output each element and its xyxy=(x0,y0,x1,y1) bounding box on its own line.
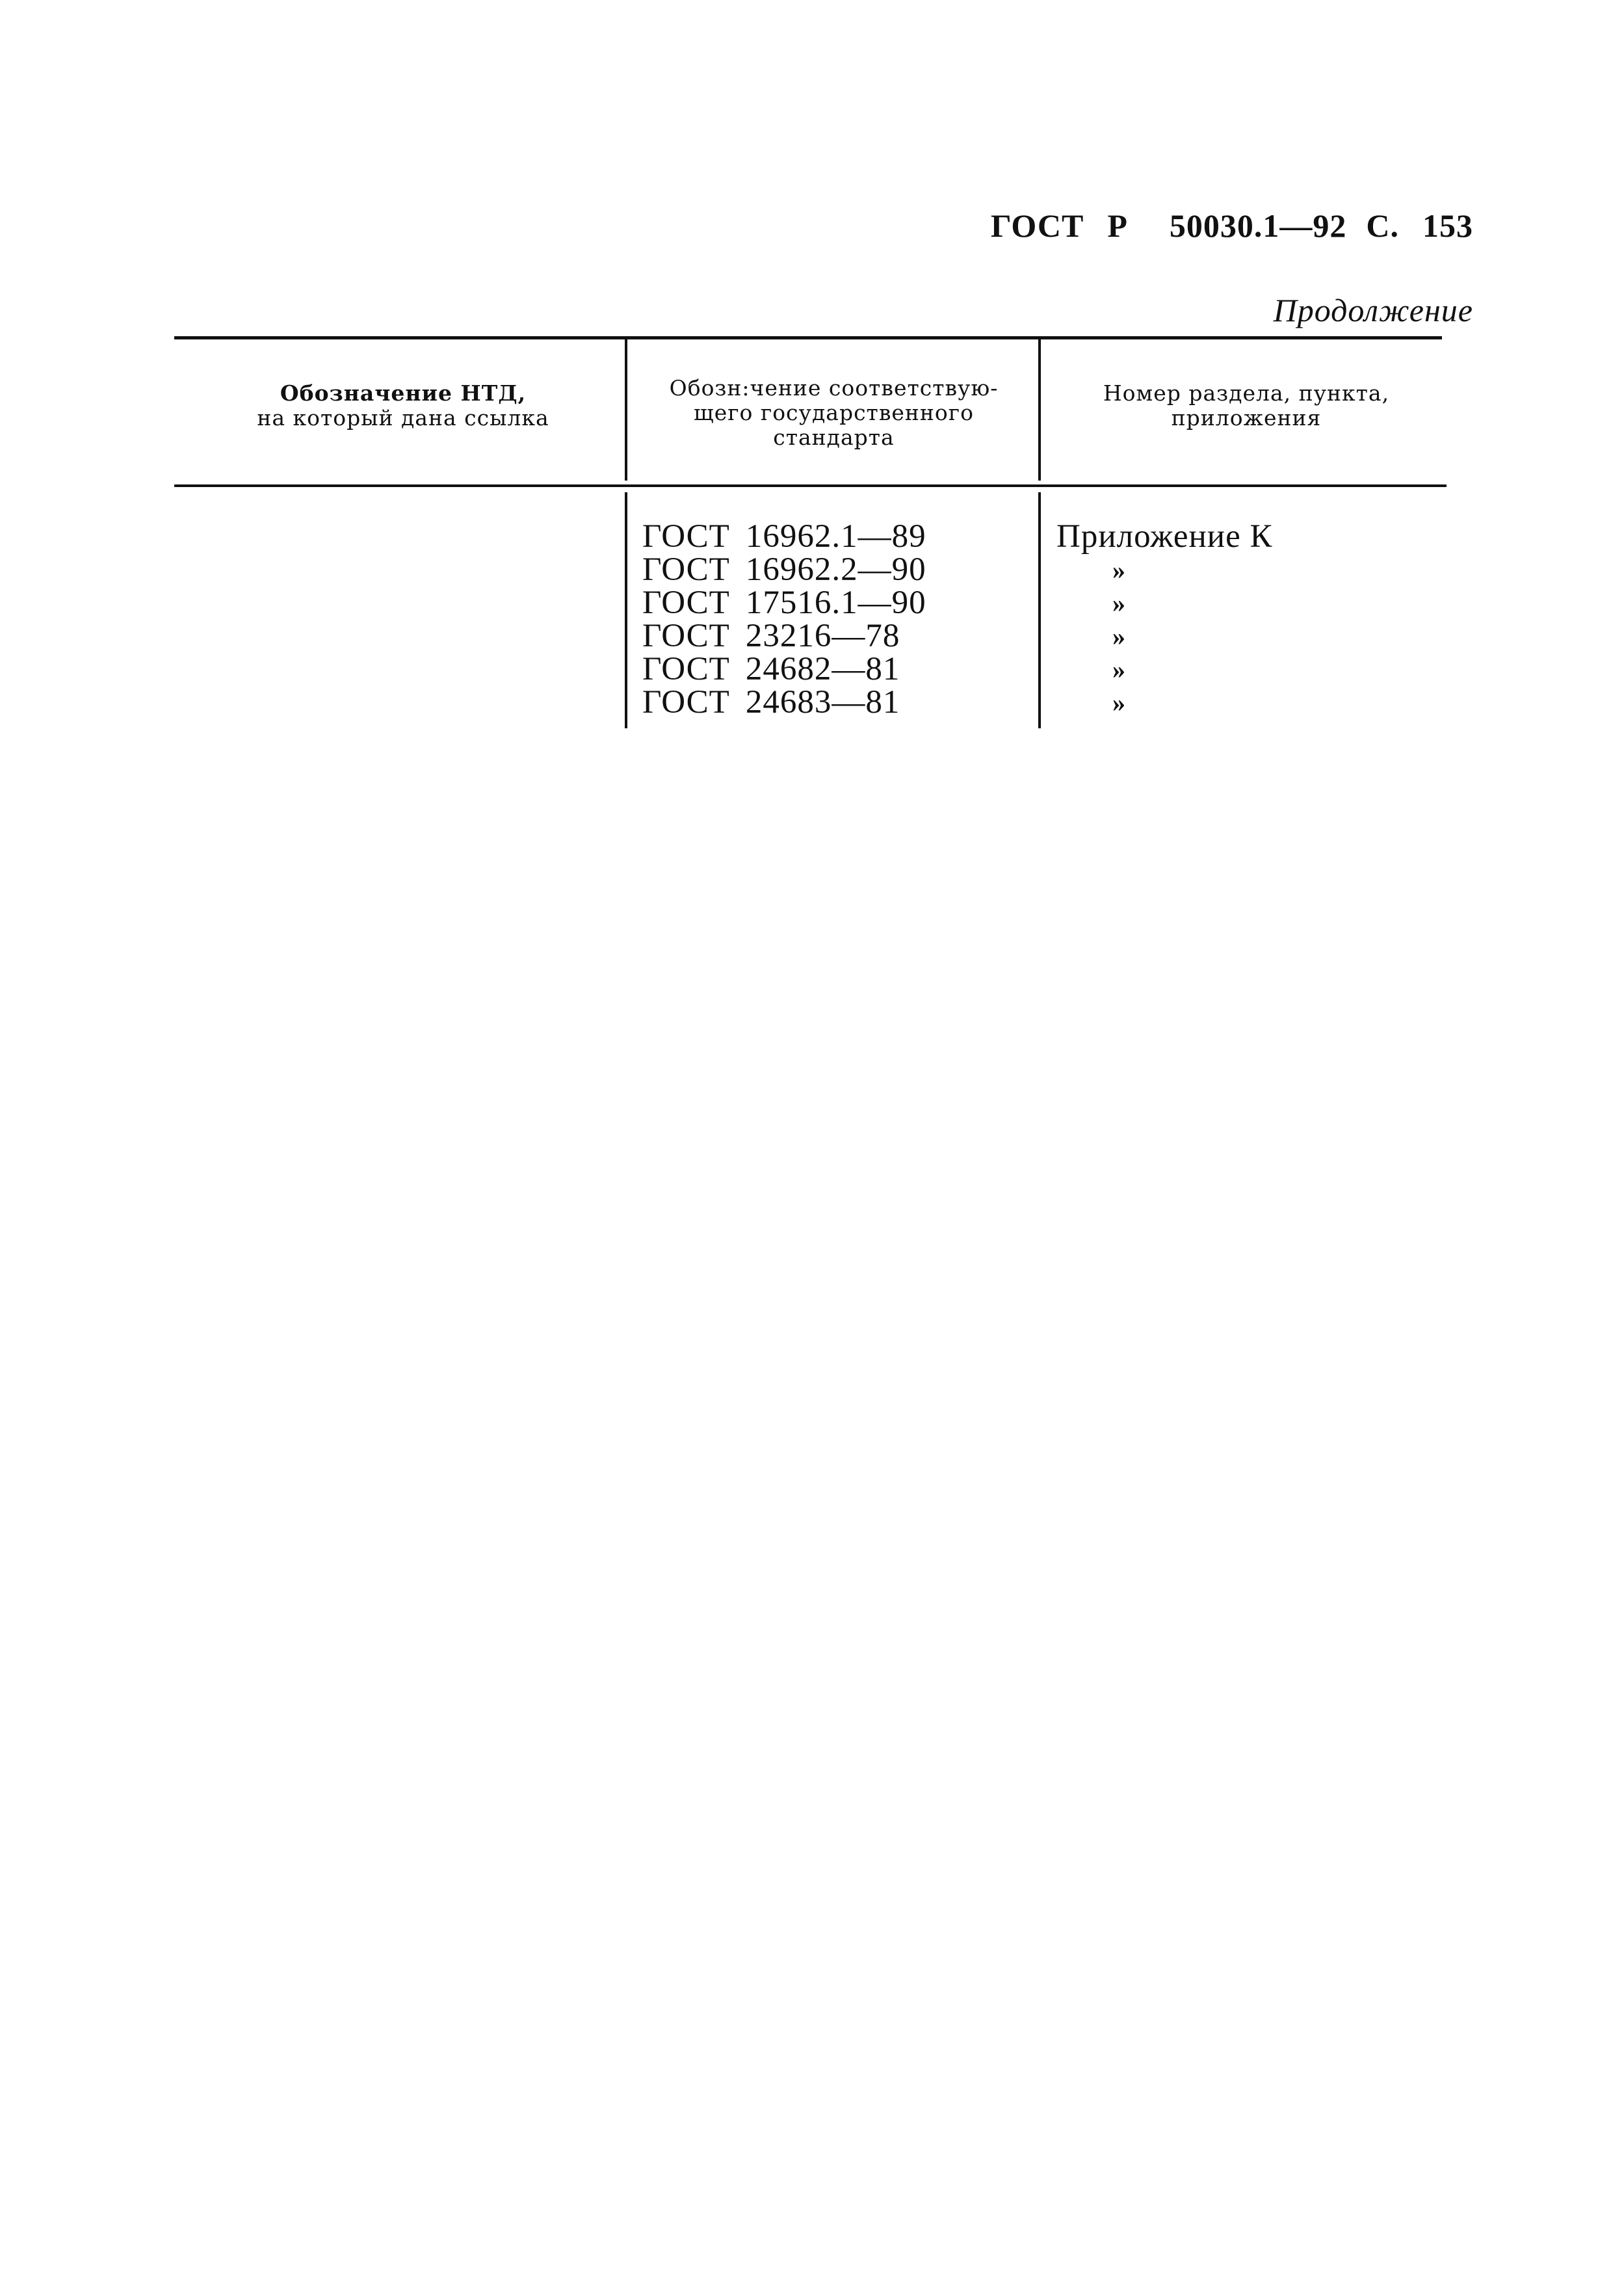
standard-code-cell: 17516.1—90 xyxy=(745,585,926,621)
standard-prefix-cell: ГОСТ xyxy=(642,618,730,654)
column-header-ntd-line2: на который дана ссылка xyxy=(257,405,549,430)
continuation-label: Продолжение xyxy=(1273,292,1473,328)
column-header-ntd-line1: Обозначение НТД, xyxy=(280,380,527,406)
standards-column xyxy=(642,520,926,719)
standard-code-cell: 23216—78 xyxy=(745,618,900,654)
sections-column xyxy=(1056,520,1273,719)
body-divider-1 xyxy=(625,492,627,728)
section-cell: Приложение К xyxy=(1056,518,1273,555)
table-header-rule xyxy=(174,484,1447,487)
ditto-mark: » xyxy=(1112,688,1126,717)
column-header-state-standard-line1: Обозн:чение соответствую- xyxy=(669,375,999,401)
standard-letter: Р xyxy=(1107,207,1128,244)
ditto-mark: » xyxy=(1112,655,1126,684)
column-header-section-line1: Номер раздела, пункта, xyxy=(1103,380,1390,406)
standard-code-cell: 16962.1—89 xyxy=(745,518,926,555)
column-header-state-standard xyxy=(634,376,1034,450)
standard-number: 50030.1—92 xyxy=(1169,207,1347,244)
ditto-mark: » xyxy=(1112,589,1126,618)
page-header xyxy=(991,207,1473,245)
table-row xyxy=(642,520,926,553)
column-header-section-line2: приложения xyxy=(1171,405,1322,430)
column-header-state-standard-line2: щего государственного xyxy=(694,400,974,425)
ditto-mark: » xyxy=(1112,555,1126,585)
page-prefix: С. xyxy=(1366,207,1399,244)
page-number: 153 xyxy=(1422,207,1473,244)
header-divider-1 xyxy=(625,339,627,481)
standard-prefix: ГОСТ xyxy=(990,207,1084,244)
table-row xyxy=(642,653,926,686)
table-row xyxy=(642,620,926,653)
column-header-section xyxy=(1048,381,1445,430)
column-header-ntd xyxy=(189,381,618,430)
standard-prefix-cell: ГОСТ xyxy=(642,684,730,721)
column-header-state-standard-line3: стандарта xyxy=(773,425,895,450)
table-row xyxy=(642,686,926,719)
table-row xyxy=(642,553,926,587)
table-top-rule xyxy=(174,336,1442,339)
standard-code-cell: 24682—81 xyxy=(745,651,900,687)
ditto-mark: » xyxy=(1112,622,1126,651)
standard-prefix-cell: ГОСТ xyxy=(642,585,730,621)
body-divider-2 xyxy=(1038,492,1041,728)
standard-code-cell: 16962.2—90 xyxy=(745,551,926,588)
standard-prefix-cell: ГОСТ xyxy=(642,518,730,555)
standard-prefix-cell: ГОСТ xyxy=(642,651,730,687)
standard-code-cell: 24683—81 xyxy=(745,684,900,721)
standard-prefix-cell: ГОСТ xyxy=(642,551,730,588)
table-row xyxy=(642,587,926,620)
header-divider-2 xyxy=(1038,339,1041,481)
